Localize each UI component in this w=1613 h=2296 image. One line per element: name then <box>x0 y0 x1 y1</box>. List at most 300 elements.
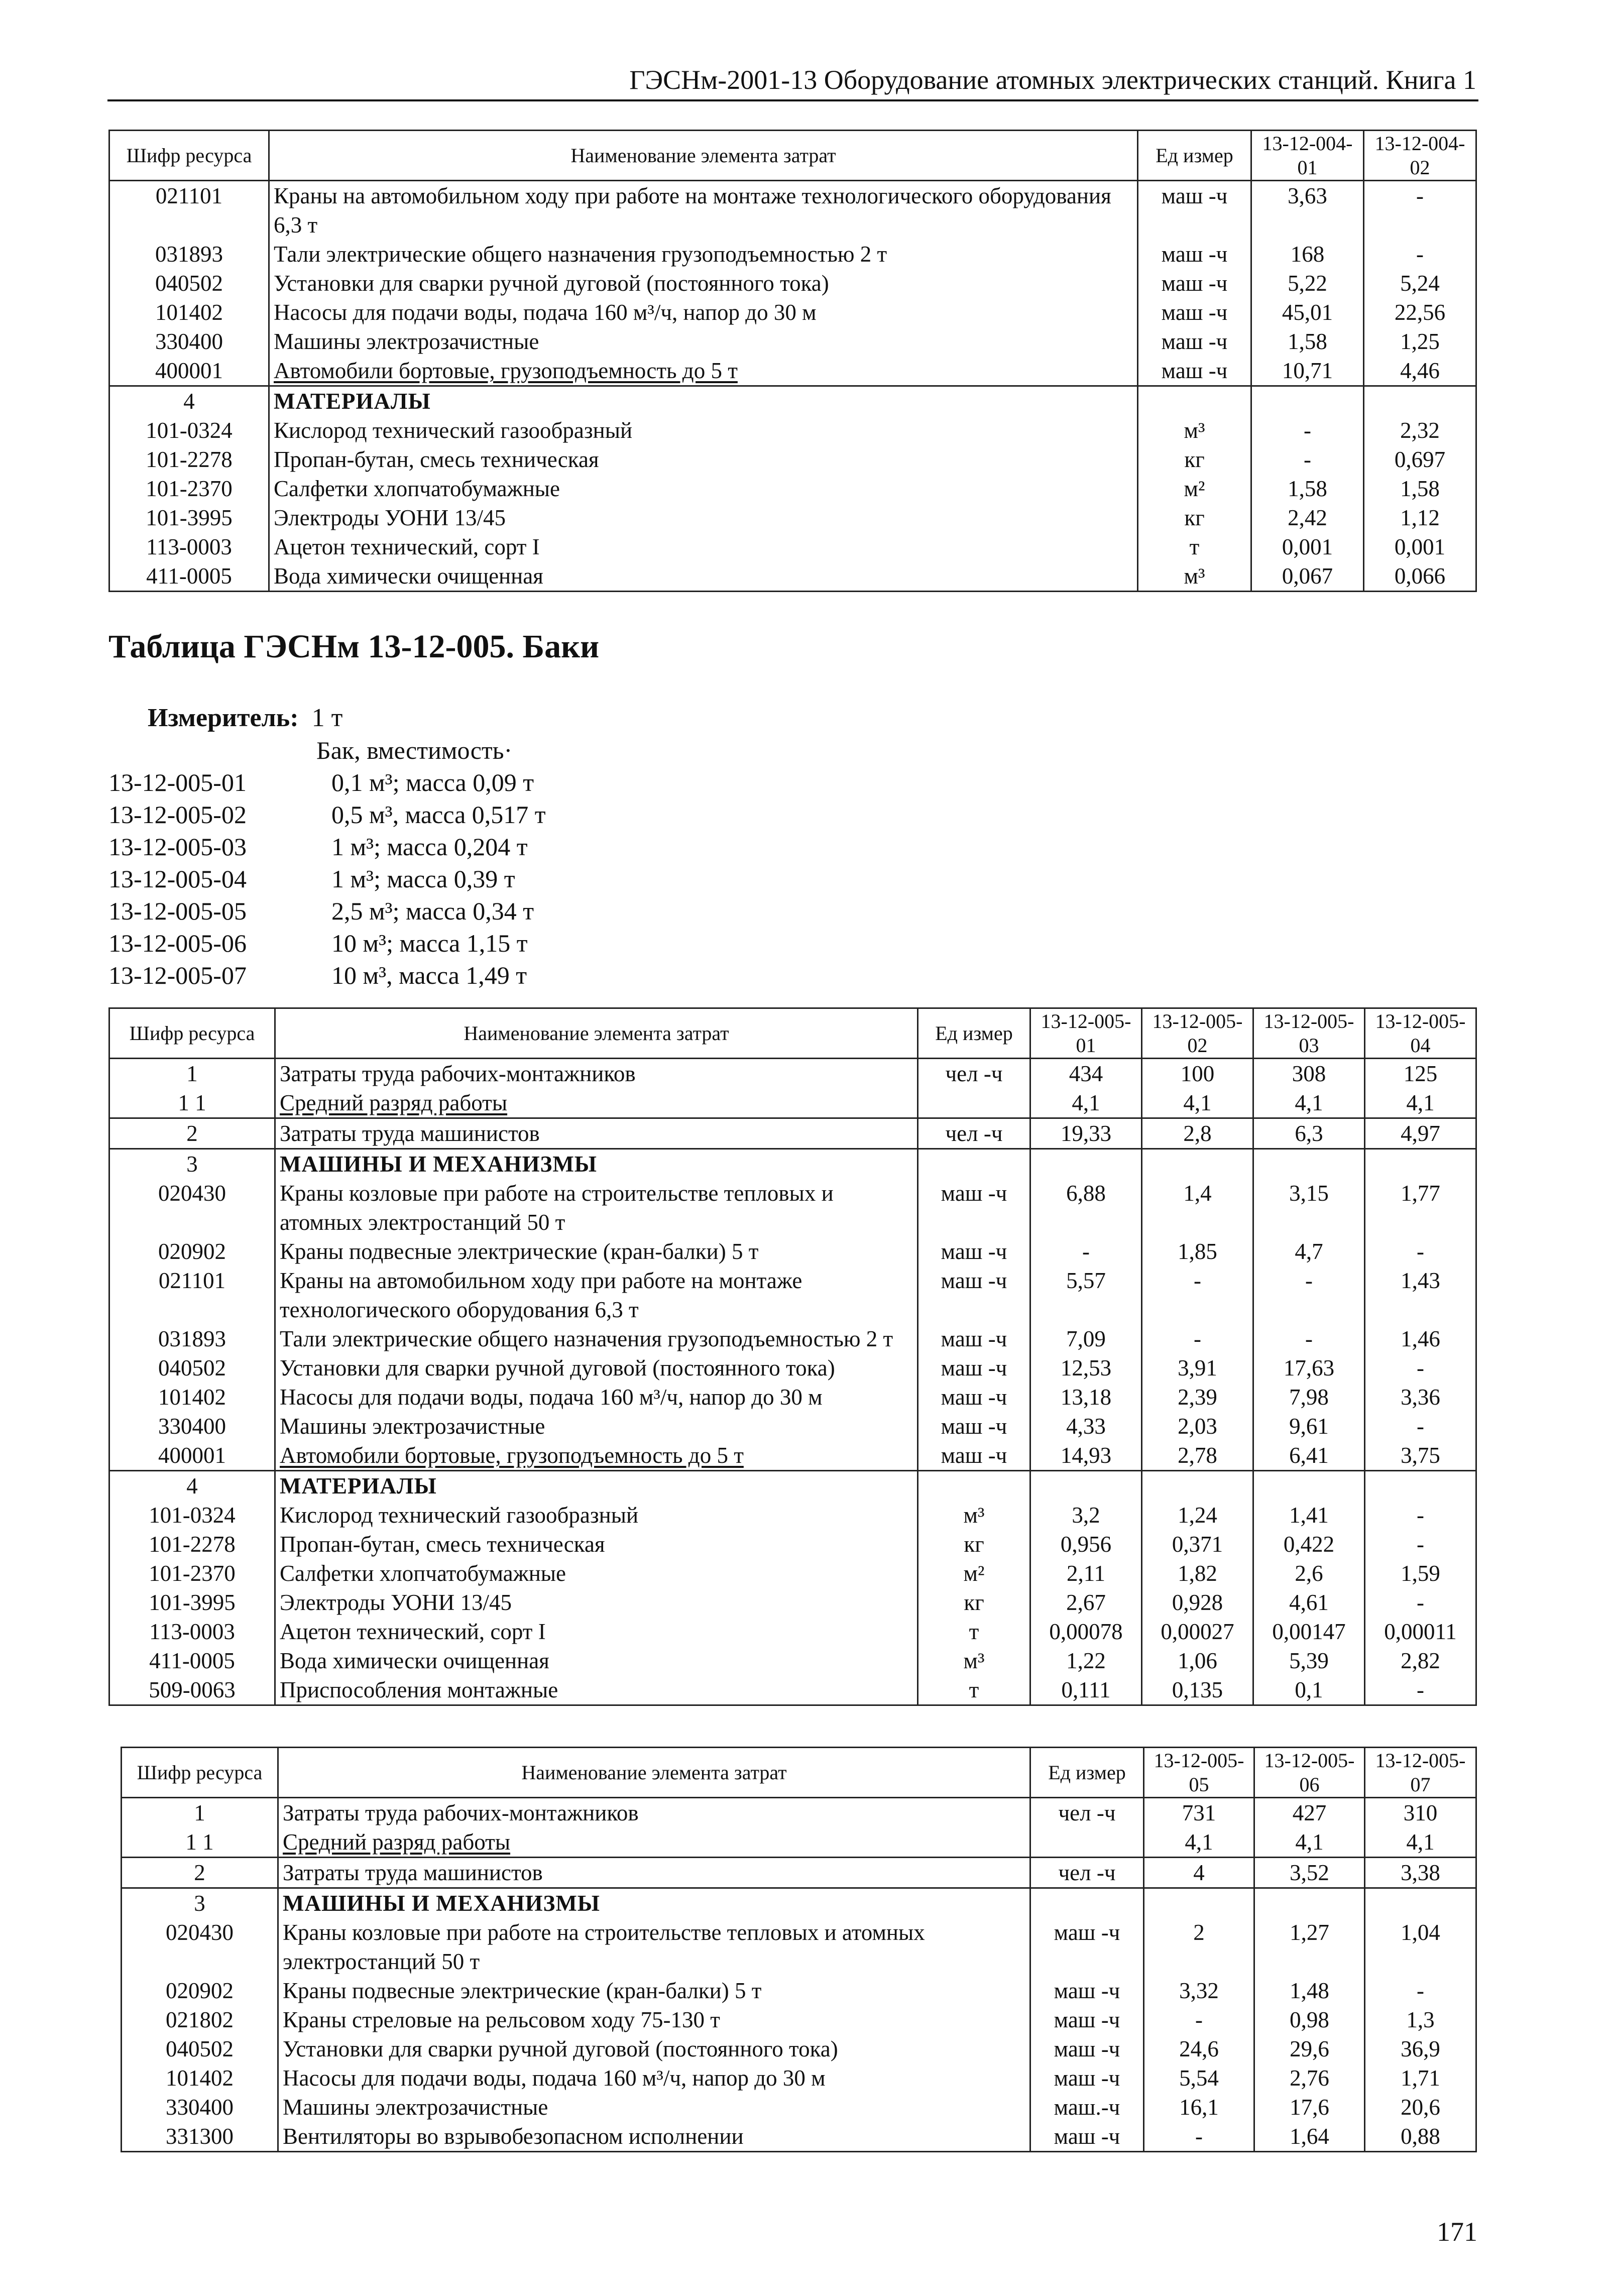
resource-value: 12,53 <box>1030 1353 1142 1383</box>
resource-value: 6,41 <box>1253 1441 1365 1471</box>
resource-code: 101402 <box>109 1383 275 1412</box>
resource-unit: маш -ч <box>918 1383 1030 1412</box>
resource-unit <box>918 1149 1030 1179</box>
resource-code: 021101 <box>109 1266 275 1324</box>
resource-value: 2,8 <box>1142 1118 1253 1149</box>
resource-value: 10,71 <box>1251 356 1364 386</box>
resource-name: Ацетон технический, сорт I <box>275 1617 918 1646</box>
column-header: Наименование элемента затрат <box>278 1748 1030 1798</box>
resource-code: 2 <box>122 1858 278 1888</box>
resource-unit: маш -ч <box>1030 2034 1144 2063</box>
resource-unit: кг <box>1138 503 1251 532</box>
resource-value: 4,1 <box>1253 1088 1365 1118</box>
resource-value: 2,76 <box>1254 2063 1365 2093</box>
column-header: 13-12-004-01 <box>1251 131 1364 181</box>
resource-name: Затраты труда рабочих-монтажников <box>278 1798 1030 1828</box>
resource-value: 2,82 <box>1365 1646 1476 1675</box>
resource-name: Приспособления монтажные <box>275 1675 918 1705</box>
resource-value: 19,33 <box>1030 1118 1142 1149</box>
resource-code: 330400 <box>122 2093 278 2122</box>
resource-value: 1,25 <box>1364 327 1476 356</box>
resource-value: 20,6 <box>1365 2093 1476 2122</box>
resource-code: 1 1 <box>109 1088 275 1118</box>
resource-value: 0,001 <box>1251 532 1364 561</box>
resource-unit <box>1030 1888 1144 1918</box>
resource-value: - <box>1365 1976 1476 2005</box>
resource-code: 411-0005 <box>109 561 269 592</box>
resource-unit <box>1138 386 1251 416</box>
column-header: 13-12-005-06 <box>1254 1748 1365 1798</box>
resource-unit: маш -ч <box>1030 2063 1144 2093</box>
variant-item <box>108 831 546 863</box>
resource-value: 100 <box>1142 1059 1253 1089</box>
resource-value: 2,39 <box>1142 1383 1253 1412</box>
resource-value: - <box>1030 1237 1142 1266</box>
column-header: Шифр ресурса <box>109 1008 275 1059</box>
section-number: 4 <box>109 386 269 416</box>
resource-value: 5,24 <box>1364 269 1476 298</box>
resource-value: - <box>1142 1266 1253 1324</box>
section-title: МАШИНЫ И МЕХАНИЗМЫ <box>275 1149 918 1179</box>
running-header: ГЭСНм-2001-13 Оборудование атомных электрических станций. Книга 1 <box>629 65 1476 95</box>
resource-value: 0,98 <box>1254 2005 1365 2034</box>
resource-value: 125 <box>1365 1059 1476 1089</box>
capacity-label: Бак, вместимость· <box>316 736 513 764</box>
variant-list <box>108 766 546 991</box>
resource-name: Электроды УОНИ 13/45 <box>269 503 1138 532</box>
resource-value: 1,64 <box>1254 2122 1365 2152</box>
resource-value: 2,6 <box>1253 1559 1365 1588</box>
resource-value: - <box>1365 1588 1476 1617</box>
resource-value: - <box>1365 1412 1476 1441</box>
resource-value <box>1253 1149 1365 1179</box>
section-number: 3 <box>109 1149 275 1179</box>
column-header: Шифр ресурса <box>122 1748 278 1798</box>
variant-item <box>108 959 546 991</box>
column-header: 13-12-005-05 <box>1144 1748 1254 1798</box>
resource-code: 040502 <box>109 1353 275 1383</box>
resource-value: 13,18 <box>1030 1383 1142 1412</box>
resource-value: - <box>1142 1324 1253 1353</box>
variant-code: 13-12-005-03 <box>108 833 247 861</box>
resource-code: 101-3995 <box>109 503 269 532</box>
variant-item <box>108 798 546 831</box>
resource-unit: маш -ч <box>918 1179 1030 1237</box>
column-header: Ед измер <box>1138 131 1251 181</box>
column-header: 13-12-005-01 <box>1030 1008 1142 1059</box>
resource-unit: маш -ч <box>1030 2005 1144 2034</box>
resource-value: 4,46 <box>1364 356 1476 386</box>
resource-value <box>1251 386 1364 416</box>
resource-value: 3,15 <box>1253 1179 1365 1237</box>
section-number: 3 <box>122 1888 278 1918</box>
resource-value: - <box>1365 1501 1476 1530</box>
resource-name: Затраты труда рабочих-монтажников <box>275 1059 918 1089</box>
resource-value: 2 <box>1144 1918 1254 1976</box>
resource-code: 021802 <box>122 2005 278 2034</box>
resource-unit: маш -ч <box>1030 2122 1144 2152</box>
variant-description: 10 м³, масса 1,49 т <box>331 961 527 989</box>
resource-value: - <box>1144 2122 1254 2152</box>
meter-value: 1 т <box>311 704 343 732</box>
resource-value: 0,111 <box>1030 1675 1142 1705</box>
resource-value: - <box>1251 445 1364 474</box>
resource-value: - <box>1251 416 1364 445</box>
resource-value: 29,6 <box>1254 2034 1365 2063</box>
resource-value: 2,11 <box>1030 1559 1142 1588</box>
resource-value: 0,067 <box>1251 561 1364 592</box>
resource-value: 1,3 <box>1365 2005 1476 2034</box>
resource-unit: чел -ч <box>918 1059 1030 1089</box>
resource-code: 101-0324 <box>109 1501 275 1530</box>
resource-name: Насосы для подачи воды, подача 160 м³/ч, напор до 30 м <box>275 1383 918 1412</box>
resource-value: 2,03 <box>1142 1412 1253 1441</box>
column-header: 13-12-005-03 <box>1253 1008 1365 1059</box>
page-number: 171 <box>1437 2217 1477 2247</box>
section-title: МАТЕРИАЛЫ <box>275 1471 918 1501</box>
resource-value: 24,6 <box>1144 2034 1254 2063</box>
resource-unit: кг <box>1138 445 1251 474</box>
resource-value: 4,97 <box>1365 1118 1476 1149</box>
resource-value: 4,1 <box>1365 1827 1476 1858</box>
resource-value: 1,06 <box>1142 1646 1253 1675</box>
resource-unit: м³ <box>1138 416 1251 445</box>
resource-value: 36,9 <box>1365 2034 1476 2063</box>
resource-unit: чел -ч <box>1030 1858 1144 1888</box>
resource-value: 1,77 <box>1365 1179 1476 1237</box>
resource-code: 331300 <box>122 2122 278 2152</box>
resource-value <box>1142 1149 1253 1179</box>
resource-name <box>275 1441 918 1471</box>
variant-code: 13-12-005-06 <box>108 929 247 957</box>
resource-value: - <box>1364 240 1476 269</box>
resource-value: 1,4 <box>1142 1179 1253 1237</box>
resource-value: 14,93 <box>1030 1441 1142 1471</box>
resource-name: Вода химически очищенная <box>269 561 1138 592</box>
section-title: МАШИНЫ И МЕХАНИЗМЫ <box>278 1888 1030 1918</box>
resource-name-text: Автомобили бортовые, грузоподъемность до 5 т <box>280 1443 744 1468</box>
resource-name: Затраты труда машинистов <box>278 1858 1030 1888</box>
column-header: Ед измер <box>1030 1748 1144 1798</box>
resource-name: Кислород технический газообразный <box>275 1501 918 1530</box>
column-header: Наименование элемента затрат <box>269 131 1138 181</box>
resource-value: 7,09 <box>1030 1324 1142 1353</box>
resource-name: Вода химически очищенная <box>275 1646 918 1675</box>
resource-value: 16,1 <box>1144 2093 1254 2122</box>
resource-value <box>1365 1149 1476 1179</box>
resource-name <box>269 356 1138 386</box>
resource-value: 6,3 <box>1253 1118 1365 1149</box>
resource-value <box>1030 1149 1142 1179</box>
resource-name: Машины электрозачистные <box>275 1412 918 1441</box>
resource-value: - <box>1365 1237 1476 1266</box>
column-header: 13-12-005-07 <box>1365 1748 1476 1798</box>
resource-value: 310 <box>1365 1798 1476 1828</box>
resource-code: 101-2278 <box>109 445 269 474</box>
resource-value: 4,1 <box>1030 1088 1142 1118</box>
column-header: Ед измер <box>918 1008 1030 1059</box>
resource-value <box>1365 1471 1476 1501</box>
resource-value: - <box>1253 1324 1365 1353</box>
resource-name: Салфетки хлопчатобумажные <box>269 474 1138 503</box>
resource-unit: кг <box>918 1530 1030 1559</box>
resource-unit: м² <box>918 1559 1030 1588</box>
resource-code: 020430 <box>109 1179 275 1237</box>
resource-name <box>275 1088 918 1118</box>
meter-label: Измеритель: <box>148 704 299 732</box>
resource-value: 1,04 <box>1365 1918 1476 1976</box>
variant-item <box>108 863 546 895</box>
resource-unit: маш -ч <box>1138 298 1251 327</box>
resource-unit: чел -ч <box>918 1118 1030 1149</box>
variant-description: 0,1 м³; масса 0,09 т <box>331 768 534 796</box>
variant-description: 0,5 м³, масса 0,517 т <box>331 800 546 829</box>
resource-name: Насосы для подачи воды, подача 160 м³/ч, напор до 30 м <box>269 298 1138 327</box>
resource-value: 4,7 <box>1253 1237 1365 1266</box>
resource-value: 1,41 <box>1253 1501 1365 1530</box>
resource-name: Краны подвесные электрические (кран-балки) 5 т <box>278 1976 1030 2005</box>
resource-value: 3,52 <box>1254 1858 1365 1888</box>
resource-value: 17,6 <box>1254 2093 1365 2122</box>
resource-value: 427 <box>1254 1798 1365 1828</box>
resource-value: 1,71 <box>1365 2063 1476 2093</box>
resource-name: Салфетки хлопчатобумажные <box>275 1559 918 1588</box>
resource-table-005a <box>108 1007 1477 1706</box>
variant-description: 1 м³; масса 0,39 т <box>331 865 515 893</box>
resource-value: 3,75 <box>1365 1441 1476 1471</box>
resource-value: 0,001 <box>1364 532 1476 561</box>
resource-name: Машины электрозачистные <box>269 327 1138 356</box>
resource-code: 020902 <box>122 1976 278 2005</box>
resource-value: 0,00078 <box>1030 1617 1142 1646</box>
resource-code: 021101 <box>109 181 269 240</box>
resource-unit: маш -ч <box>918 1353 1030 1383</box>
resource-value: 0,956 <box>1030 1530 1142 1559</box>
resource-value <box>1254 1888 1365 1918</box>
resource-unit: маш -ч <box>918 1412 1030 1441</box>
resource-table-004 <box>108 130 1477 592</box>
resource-name: Краны подвесные электрические (кран-балки) 5 т <box>275 1237 918 1266</box>
resource-name: Установки для сварки ручной дуговой (постоянного тока) <box>269 269 1138 298</box>
resource-value: 0,88 <box>1365 2122 1476 2152</box>
variant-description: 10 м³; масса 1,15 т <box>331 929 528 957</box>
resource-name: Установки для сварки ручной дуговой (постоянного тока) <box>278 2034 1030 2063</box>
resource-code: 2 <box>109 1118 275 1149</box>
resource-name-text: Средний разряд работы <box>283 1829 511 1855</box>
resource-code: 400001 <box>109 356 269 386</box>
resource-code: 101402 <box>122 2063 278 2093</box>
resource-value: 2,67 <box>1030 1588 1142 1617</box>
resource-value: 731 <box>1144 1798 1254 1828</box>
resource-value: 3,2 <box>1030 1501 1142 1530</box>
resource-value: 0,1 <box>1253 1675 1365 1705</box>
resource-value: 17,63 <box>1253 1353 1365 1383</box>
resource-value <box>1253 1471 1365 1501</box>
resource-name: Краны на автомобильном ходу при работе на монтаже технологического оборудования 6,3 т <box>269 181 1138 240</box>
resource-unit: маш -ч <box>1138 269 1251 298</box>
variant-item <box>108 895 546 927</box>
resource-code: 101-2370 <box>109 1559 275 1588</box>
resource-value: 4,61 <box>1253 1588 1365 1617</box>
resource-value: - <box>1253 1266 1365 1324</box>
resource-name: Пропан-бутан, смесь техническая <box>269 445 1138 474</box>
resource-value: - <box>1364 181 1476 240</box>
resource-value: 4,1 <box>1144 1827 1254 1858</box>
resource-name: Электроды УОНИ 13/45 <box>275 1588 918 1617</box>
resource-code: 031893 <box>109 240 269 269</box>
resource-value: 4,1 <box>1142 1088 1253 1118</box>
resource-name: Установки для сварки ручной дуговой (постоянного тока) <box>275 1353 918 1383</box>
resource-value: 2,78 <box>1142 1441 1253 1471</box>
column-header: 13-12-005-04 <box>1365 1008 1476 1059</box>
resource-name-text: Автомобили бортовые, грузоподъемность до 5 т <box>274 358 738 383</box>
resource-value: 0,066 <box>1364 561 1476 592</box>
resource-unit: маш -ч <box>1138 181 1251 240</box>
resource-value: 0,00027 <box>1142 1617 1253 1646</box>
resource-value: 0,422 <box>1253 1530 1365 1559</box>
resource-value: 1,82 <box>1142 1559 1253 1588</box>
resource-value: 4,1 <box>1365 1088 1476 1118</box>
resource-code: 1 <box>109 1059 275 1089</box>
resource-unit: маш -ч <box>918 1237 1030 1266</box>
resource-unit: маш -ч <box>1138 356 1251 386</box>
resource-unit: маш -ч <box>918 1266 1030 1324</box>
resource-name: Затраты труда машинистов <box>275 1118 918 1149</box>
resource-value: 1,58 <box>1364 474 1476 503</box>
resource-name: Краны козловые при работе на строительстве тепловых и атомных электростанций 50 т <box>278 1918 1030 1976</box>
resource-value: 1,22 <box>1030 1646 1142 1675</box>
resource-value: 2,32 <box>1364 416 1476 445</box>
column-header: 13-12-005-02 <box>1142 1008 1253 1059</box>
variant-description: 1 м³; масса 0,204 т <box>331 833 528 861</box>
resource-name: Краны козловые при работе на строительстве тепловых и атомных электростанций 50 т <box>275 1179 918 1237</box>
resource-table-005b <box>121 1747 1477 2152</box>
resource-value: 1,46 <box>1365 1324 1476 1353</box>
resource-value: 5,54 <box>1144 2063 1254 2093</box>
resource-value: 1,58 <box>1251 474 1364 503</box>
resource-value: 1,43 <box>1365 1266 1476 1324</box>
resource-code: 040502 <box>122 2034 278 2063</box>
variant-code: 13-12-005-02 <box>108 800 247 829</box>
resource-value: 1,27 <box>1254 1918 1365 1976</box>
resource-value: 3,38 <box>1365 1858 1476 1888</box>
resource-name: Краны стреловые на рельсовом ходу 75-130 т <box>278 2005 1030 2034</box>
resource-value: 1,85 <box>1142 1237 1253 1266</box>
variant-description: 2,5 м³; масса 0,34 т <box>331 897 534 925</box>
resource-unit: т <box>918 1675 1030 1705</box>
resource-value: 45,01 <box>1251 298 1364 327</box>
resource-unit: м³ <box>918 1501 1030 1530</box>
resource-value: 0,135 <box>1142 1675 1253 1705</box>
variant-code: 13-12-005-05 <box>108 897 247 925</box>
resource-value: - <box>1365 1353 1476 1383</box>
resource-unit: маш -ч <box>918 1441 1030 1471</box>
resource-value: 9,61 <box>1253 1412 1365 1441</box>
resource-value: 0,00147 <box>1253 1617 1365 1646</box>
resource-code: 101402 <box>109 298 269 327</box>
resource-value: 1,48 <box>1254 1976 1365 2005</box>
resource-unit: маш -ч <box>1030 1976 1144 2005</box>
resource-code: 1 <box>122 1798 278 1828</box>
resource-value: 4,33 <box>1030 1412 1142 1441</box>
resource-unit: м² <box>1138 474 1251 503</box>
resource-value: 0,697 <box>1364 445 1476 474</box>
resource-unit: маш -ч <box>1138 327 1251 356</box>
resource-value: 5,39 <box>1253 1646 1365 1675</box>
resource-code: 040502 <box>109 269 269 298</box>
resource-unit <box>1030 1827 1144 1858</box>
resource-value: - <box>1365 1675 1476 1705</box>
variant-code: 13-12-005-07 <box>108 961 247 989</box>
resource-code: 020902 <box>109 1237 275 1266</box>
resource-code: 509-0063 <box>109 1675 275 1705</box>
resource-value: 0,00011 <box>1365 1617 1476 1646</box>
resource-name: Вентиляторы во взрывобезопасном исполнении <box>278 2122 1030 2152</box>
resource-value: - <box>1144 2005 1254 2034</box>
column-header: Наименование элемента затрат <box>275 1008 918 1059</box>
resource-unit: кг <box>918 1588 1030 1617</box>
resource-value: 434 <box>1030 1059 1142 1089</box>
resource-code: 020430 <box>122 1918 278 1976</box>
resource-unit: м³ <box>918 1646 1030 1675</box>
variant-item <box>108 766 546 798</box>
resource-unit: маш -ч <box>918 1324 1030 1353</box>
resource-code: 031893 <box>109 1324 275 1353</box>
resource-code: 101-0324 <box>109 416 269 445</box>
resource-value: 3,63 <box>1251 181 1364 240</box>
resource-unit: маш -ч <box>1138 240 1251 269</box>
resource-code: 330400 <box>109 327 269 356</box>
resource-name: Тали электрические общего назначения грузоподъемностью 2 т <box>269 240 1138 269</box>
resource-value: 1,59 <box>1365 1559 1476 1588</box>
resource-value: 7,98 <box>1253 1383 1365 1412</box>
resource-value: 6,88 <box>1030 1179 1142 1237</box>
resource-name: Насосы для подачи воды, подача 160 м³/ч, напор до 30 м <box>278 2063 1030 2093</box>
resource-value: 4,1 <box>1254 1827 1365 1858</box>
resource-value: 3,36 <box>1365 1383 1476 1412</box>
resource-value: 4 <box>1144 1858 1254 1888</box>
resource-value: 2,42 <box>1251 503 1364 532</box>
resource-value: 168 <box>1251 240 1364 269</box>
resource-unit: м³ <box>1138 561 1251 592</box>
resource-unit <box>918 1471 1030 1501</box>
resource-name <box>278 1827 1030 1858</box>
resource-code: 101-3995 <box>109 1588 275 1617</box>
resource-value: 0,928 <box>1142 1588 1253 1617</box>
resource-value: 3,32 <box>1144 1976 1254 2005</box>
resource-name: Кислород технический газообразный <box>269 416 1138 445</box>
resource-value: 1,12 <box>1364 503 1476 532</box>
column-header: 13-12-004-02 <box>1364 131 1476 181</box>
resource-value <box>1030 1471 1142 1501</box>
variant-code: 13-12-005-01 <box>108 768 247 796</box>
resource-value <box>1144 1888 1254 1918</box>
resource-value: 0,371 <box>1142 1530 1253 1559</box>
resource-code: 411-0005 <box>109 1646 275 1675</box>
resource-unit: чел -ч <box>1030 1798 1144 1828</box>
resource-value <box>1364 386 1476 416</box>
resource-value: - <box>1365 1530 1476 1559</box>
resource-name-text: Средний разряд работы <box>280 1090 508 1115</box>
section-title: МАТЕРИАЛЫ <box>269 386 1138 416</box>
resource-value: 1,24 <box>1142 1501 1253 1530</box>
resource-code: 101-2370 <box>109 474 269 503</box>
column-header: Шифр ресурса <box>109 131 269 181</box>
section-number: 4 <box>109 1471 275 1501</box>
resource-name: Пропан-бутан, смесь техническая <box>275 1530 918 1559</box>
resource-value: 308 <box>1253 1059 1365 1089</box>
resource-code: 400001 <box>109 1441 275 1471</box>
